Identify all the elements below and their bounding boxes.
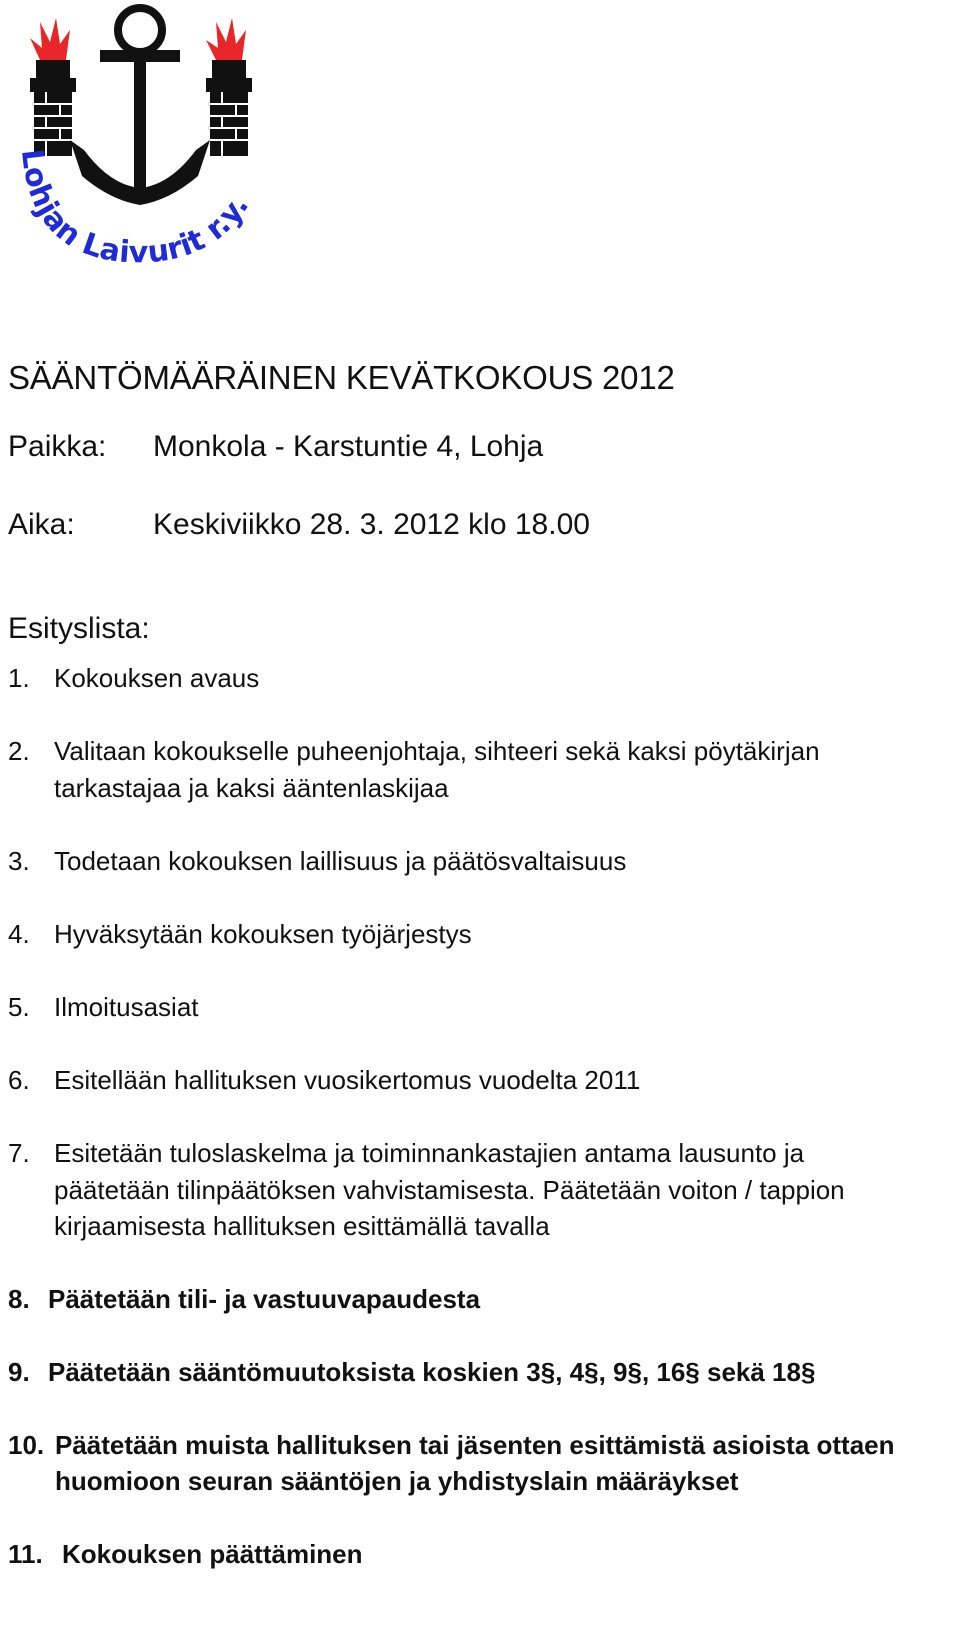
agenda-item-number: 7. <box>8 1138 30 1168</box>
agenda-item-number: 5. <box>8 992 30 1022</box>
agenda-item-text: Päätetään tili- ja vastuuvapaudesta <box>48 1284 481 1314</box>
agenda-item-number: 2. <box>8 736 30 766</box>
agenda-item-text: Päätetään sääntömuutoksista koskien 3§, 4§, 9§, 16§ sekä 18§ <box>48 1357 816 1387</box>
agenda-label: Esityslista: <box>8 612 150 645</box>
agenda-item-number: 4. <box>8 919 30 949</box>
agenda-item-text: huomioon seuran sääntöjen ja yhdistyslain määräykset <box>55 1466 739 1496</box>
right-tower-icon <box>206 18 252 156</box>
agenda-item-number: 8. <box>8 1284 30 1314</box>
left-tower-icon <box>30 18 76 156</box>
agenda-item-number: 1. <box>8 663 30 693</box>
agenda-item-number: 6. <box>8 1065 30 1095</box>
agenda-item-text: tarkastajaa ja kaksi ääntenlaskijaa <box>54 773 449 803</box>
place-label: Paikka: <box>8 430 107 463</box>
agenda-item-text: Ilmoitusasiat <box>54 992 199 1022</box>
agenda-item-text: Todetaan kokouksen laillisuus ja päätösvaltaisuus <box>54 846 627 876</box>
agenda-item-text: Päätetään muista hallituksen tai jäsenten esittämistä asioista ottaen <box>55 1430 895 1460</box>
agenda-item-text: Esitellään hallituksen vuosikertomus vuodelta 2011 <box>54 1065 641 1095</box>
document-title: SÄÄNTÖMÄÄRÄINEN KEVÄTKOKOUS 2012 <box>8 359 675 396</box>
logo-text: Lohjan Laivurit r.y. <box>13 147 257 271</box>
anchor-icon <box>70 8 210 205</box>
agenda-item-number: 10. <box>8 1430 45 1460</box>
time-label: Aika: <box>8 508 75 541</box>
time-value: Keskiviikko 28. 3. 2012 klo 18.00 <box>153 508 590 541</box>
agenda-item-number: 9. <box>8 1357 30 1387</box>
agenda-item-text: Hyväksytään kokouksen työjärjestys <box>54 919 472 949</box>
agenda-item-text: Kokouksen avaus <box>54 663 260 693</box>
agenda-item-text: päätetään tilinpäätöksen vahvistamisesta. Päätetään voiton / tappion <box>54 1175 845 1205</box>
agenda-item-text: Kokouksen päättäminen <box>62 1539 363 1569</box>
club-logo <box>0 0 300 300</box>
agenda-item-text: Esitetään tuloslaskelma ja toiminnankastajien antama lausunto ja <box>54 1138 805 1168</box>
agenda-item-number: 3. <box>8 846 30 876</box>
agenda-item-text: Valitaan kokoukselle puheenjohtaja, sihteeri sekä kaksi pöytäkirjan <box>54 736 820 766</box>
agenda-item-text: kirjaamisesta hallituksen esittämällä tavalla <box>54 1211 550 1241</box>
agenda-item-number: 11. <box>8 1539 43 1569</box>
place-value: Monkola - Karstuntie 4, Lohja <box>153 430 544 463</box>
